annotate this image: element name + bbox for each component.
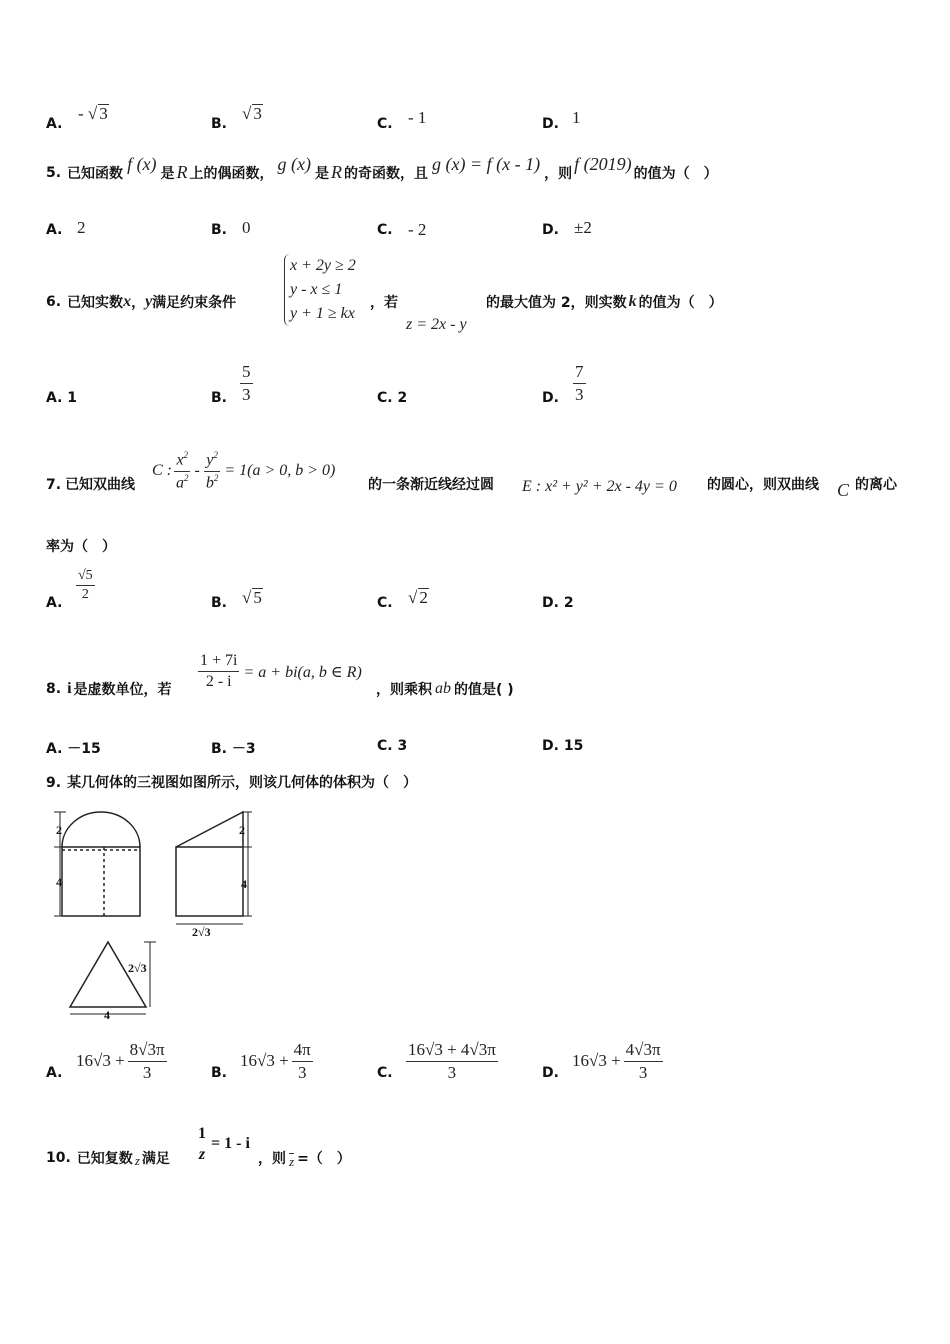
q5-option-b[interactable]: B. <box>211 222 227 238</box>
objective-function: z = 2x - y <box>406 316 467 333</box>
q8-option-d[interactable]: D. 15 <box>542 738 584 754</box>
question-10: 10. 已知复数 z 满足 <box>46 1150 170 1168</box>
question-7: 7. 已知双曲线 <box>46 477 136 493</box>
q4-option-d[interactable] <box>542 116 559 132</box>
side-view-rect <box>176 847 243 916</box>
q9-option-c[interactable]: C. <box>377 1065 393 1081</box>
q6-option-c[interactable]: C. 2 <box>377 390 408 406</box>
q4-option-c-value: - 1 <box>408 108 427 127</box>
three-view-figure <box>46 800 276 1025</box>
top-width-label: 4 <box>104 1008 110 1022</box>
side-bottom-label: 4 <box>241 877 247 891</box>
q6-option-b[interactable]: B. <box>211 390 227 406</box>
top-height-label: 2√3 <box>128 961 147 975</box>
question-5: 5. 已知函数 f (x) 是 R 上的偶函数， g (x) 是 R 的奇函数，且 g (x) = f (x - 1) ，则 f (2019) 的值为（ ） <box>46 154 718 182</box>
q9-option-d[interactable]: D. <box>542 1065 559 1081</box>
question-8: 8. i 是虚数单位，若 <box>46 680 172 698</box>
q7-option-c[interactable]: C. <box>377 595 393 611</box>
side-top-label: 2 <box>239 823 245 837</box>
option-label: D. <box>542 116 559 132</box>
math-f-2019: f (2019) <box>574 154 632 174</box>
side-view-triangle <box>176 812 243 847</box>
question-number: 5. <box>46 164 62 181</box>
constraint-system: x + 2y ≥ 2 y - x ≤ 1 y + 1 ≥ kx <box>284 254 356 326</box>
option-label: C. <box>377 116 393 132</box>
complex-condition: 1 z = 1 - i <box>198 1125 250 1164</box>
q4-option-b[interactable] <box>211 116 227 132</box>
q7-option-a[interactable]: A. <box>46 595 63 611</box>
fraction-7-3: $\frac{7}{3}$ <box>575 362 584 404</box>
q4-option-b-value: √ 3 <box>242 104 262 123</box>
option-label: A. <box>46 116 63 132</box>
front-bottom-label: 4 <box>56 875 62 889</box>
circle-equation: E : x² + y² + 2x - 4y = 0 <box>522 478 677 495</box>
q4-option-a-value: - √ 3 <box>78 104 108 123</box>
math-g-x: g (x) <box>277 154 312 174</box>
q4-option-c[interactable] <box>377 116 393 132</box>
fraction-sqrt5-2: $\frac{√5}{2}$ <box>78 568 93 603</box>
hyperbola-equation: C : $\frac{x^2}{a^2}$ - $\frac{y^2}{b^2}$ = 1(a > 0, b > 0) <box>152 450 336 492</box>
question-6: 6. 已知实数 x ， y 满足约束条件 <box>46 293 237 311</box>
q6-option-d[interactable]: D. <box>542 390 559 406</box>
front-view-rect <box>62 847 140 916</box>
q9-option-a[interactable]: A. <box>46 1065 63 1081</box>
math-condition: g (x) = f (x - 1) <box>432 154 541 174</box>
q6-option-a[interactable]: A. 1 <box>46 390 78 406</box>
option-label: B. <box>211 116 227 132</box>
q8-option-c[interactable]: C. 3 <box>377 738 408 754</box>
q5-option-a[interactable]: A. <box>46 222 63 238</box>
fraction-5-3: $\frac{5}{3}$ <box>242 362 251 404</box>
z-conjugate: z <box>289 1153 295 1169</box>
q4-option-d-value: 1 <box>572 108 581 127</box>
side-width-label: 2√3 <box>192 925 211 939</box>
q8-option-a[interactable]: A. －15 <box>46 741 101 757</box>
q5-option-d[interactable]: D. <box>542 222 559 238</box>
front-top-label: 2 <box>56 823 62 837</box>
question-9: 9. 某几何体的三视图如图所示，则该几何体的体积为（ ） <box>46 775 418 791</box>
q7-option-d[interactable]: D. 2 <box>542 595 574 611</box>
q9-option-b[interactable]: B. <box>211 1065 227 1081</box>
q7-option-b[interactable]: B. <box>211 595 227 611</box>
q5-option-c[interactable]: C. <box>377 222 393 238</box>
q4-option-a[interactable] <box>46 116 62 132</box>
math-f-x: f (x) <box>127 154 157 174</box>
front-view-arc <box>62 812 140 847</box>
q8-option-b[interactable]: B. －3 <box>211 741 256 757</box>
complex-equation: $\frac{1 + 7i}{2 - i}$ = a + bi(a, b ∈ R) <box>200 652 362 691</box>
